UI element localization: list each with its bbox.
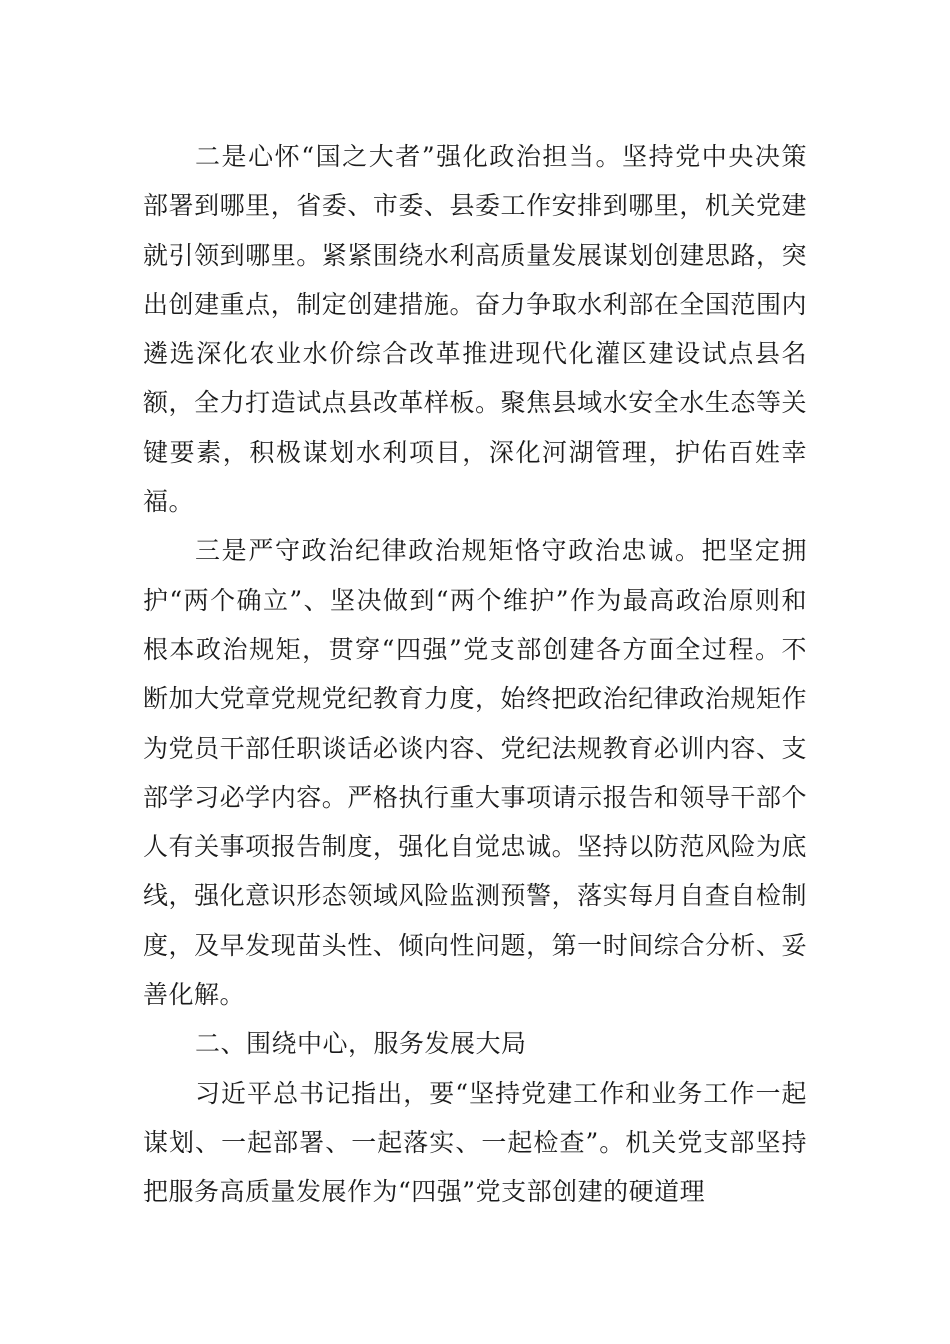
- paragraph-political-responsibility: 二是心怀“国之大者”强化政治担当。坚持党中央决策部署到哪里，省委、市委、县委工作安排到哪里，机关党建就引领到哪里。紧紧围绕水利高质量发展谋划创建思路，突出创建重点，制定创建措施。奋力争取水利部在全国范围内遴选深化农业水价综合改革推进现代化灌区建设试点县名额，全力打造试点县改革样板。聚焦县域水安全水生态等关键要素，积极谋划水利项目，深化河湖管理，护佑百姓幸福。: [143, 142, 807, 517]
- paragraph-political-discipline: 三是严守政治纪律政治规矩恪守政治忠诚。把坚定拥护“两个确立”、坚决做到“两个维护”作为最高政治原则和根本政治规矩，贯穿“四强”党支部创建各方面全过程。不断加大党章党规党纪教育力度，始终把政治纪律政治规矩作为党员干部任职谈话必谈内容、党纪法规教育必训内容、支部学习必学内容。严格执行重大事项请示报告和领导干部个人有关事项报告制度，强化自觉忠诚。坚持以防范风险为底线，强化意识形态领域风险监测预警，落实每月自查自检制度，及早发现苗头性、倾向性问题，第一时间综合分析、妥善化解。: [143, 536, 807, 1010]
- section-heading: 二、围绕中心，服务发展大局: [195, 1029, 527, 1059]
- document-body: [143, 132, 807, 1217]
- paragraph-serve-development: 习近平总书记指出，要“坚持党建工作和业务工作一起谋划、一起部署、一起落实、一起检查”。机关党支部坚持把服务高质量发展作为“四强”党支部创建的硬道理: [143, 1078, 807, 1207]
